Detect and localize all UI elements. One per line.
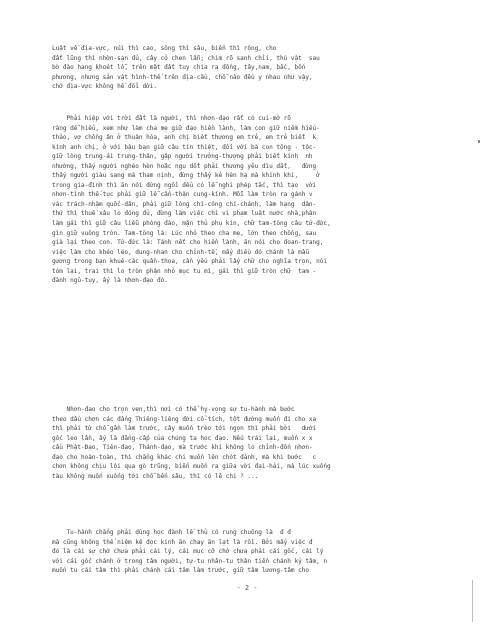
page-number: - 2 - <box>236 584 258 592</box>
paragraph-4: Tu-hành chẳng phải dùng học đành lề thủ có rung chuông là đ đ mà cũng không thể niệm kệ đọc kinh ăn chay ăn lạt là rồi. Bởi mấy việc đ đó là cái sự chớ chưa phải cái lý, cái mục cỡ chớ chưa phải cái gốc, cái lý với cái gốc chánh ở trong tâm người, tự-tu nhân-tu thân tiến chánh kỷ tâm, n muốn tu cái tâm thì phải chánh cái tâm làm trước, giữ tâm lương-tâm cho <box>52 529 328 575</box>
ink-smudge <box>478 140 480 143</box>
paragraph-1: Luật về địa-vực, núi thì cao, sông thì sâu, biển thì rộng, cho đất lũng thì nhờn-sạn đủ, cây cỏ chen lẫn; chim rõ sanh chỉi, thú vật sau bờ đào hang khoét lỗ, trên mặt đất tuy chia ra đồng, tây,nam, bắc, bốn phương, nhưng sản vật hình-thể trên địa-cầu, chỗ nào đều y nhau như vậy, chớ địa-vực không hề đổi dời. <box>52 45 320 91</box>
paragraph-3: Nhơn-đạo cho trọn vẹn,thì nơi có thể hy-vọng sự tu-hành mà bước theo dấu chơn các đấng Thiêng-liêng đời cổ-tích, tột đường muốn đi cho xa thì phải từ chỗ gần làm trước, cây muốn trèo tới ngọn thì phải bởi dưới gốc leo lần, ấy là đẳng-cấp của chúng ta học đạo. Nếu trái lại, muốn x x cầu Phật-Đạo, Tiên-đạo, Thánh-đạo, mà trước khi không lo chỉnh-đốn nhơn- đạo cho hoàn-toàn, thì chẳng khác chi muốn lên chót đảnh, mà khi bước c chơn không chịu lội qua gò trũng, biển muốn ra giữa vời đại-hải, mà lúc xuống tàu không muốn xuống tới chỗ bến sâu, thì có lẽ chi ? ... <box>52 406 331 480</box>
paragraph-2: Phải hiệp với trời đất là người, thì nhơn-đạo rất có cui-mở rõ ràng dễ hiểu, xem như làm cha mẹ giữ đạo hiền lành, làm con giữ niềm hiếu- thảo, vợ chồng ân ở thuận hòa, anh chị biết thương em trẻ, em trẻ biết k kính anh chị, ở với bậu bạn giữ câu tín thiệt, đối với bà con tông - tộc- giữ lòng trung-ái trung-thân, gặp người trưởng-thượng phải biết kính nh nhường, thấy người nghèo hèn hoặc ngu dốt phải thương yêu dìu dắt, đừng thấy người giàu sang mà tham nịnh, đừng thấy kẻ hèn hạ mà khinh khi, ở trong gia-đình thì ăn nói đứng ngồi đều có lễ nghi phép tắc, thì tạo với nhơn-tình thế-tục phải giữ lễ cẩn-thận cung-kính. Mỗi làm tròn ra gánh v vác trách-nhậm quốc-dân, phải giữ lòng chí-công chí-chánh, làm hạng dân- thứ thì thuế xâu lo đóng đủ, đừng làm việc chi vi phạm luật nước nhà,phận làm gái thì giữ câu liễu phòng đào, mặn thủ phụ kín, chữ tam-tòng câu tứ-đức, gìn giữ vuông tròn. Tam-tòng là: Lúc nhỏ theo cha mẹ, lớn theo chồng, sau già lại theo con. Tứ-đức là: Tánh nết cho hiền lành, ăn nói cho đoan-trang, việc làm cho khéo léo, dung-nhan cho chỉnh-tề, mấy điều đó chánh là mẫu gương trong bạn khuê-các quần-thoa, cần yếu phải lấy chữ cho nghĩa trọn, nói tóm lại, trai thì lo tròn phận nhỏ mục tu mì, gái thì giữ tròn chữ tam - đành ngũ-tụy, ấy là nhơn-đạo đó. <box>52 115 331 285</box>
margin-mark <box>472 580 473 622</box>
